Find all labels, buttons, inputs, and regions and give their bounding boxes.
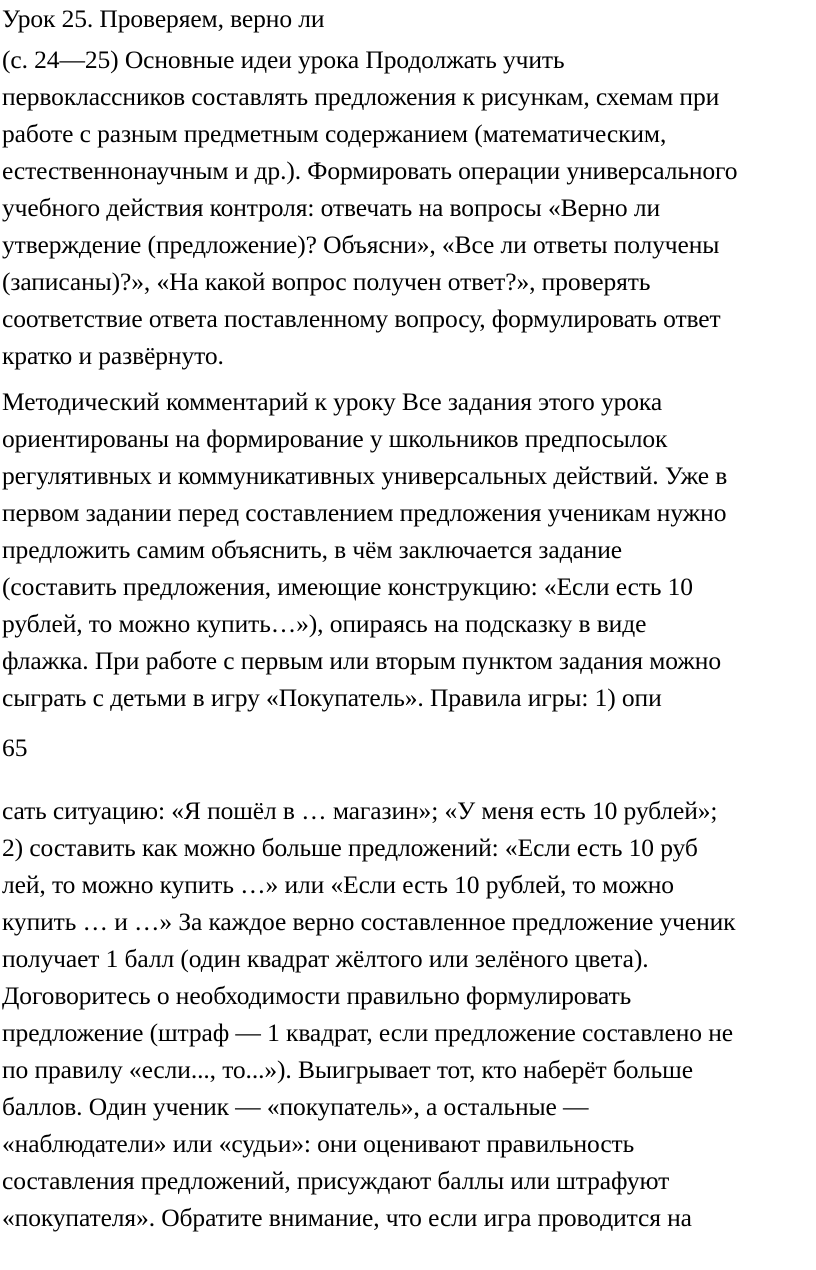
text-line: рублей, то можно купить…»), опираясь на подсказку в виде xyxy=(2,609,647,638)
page-number: 65 xyxy=(2,733,28,762)
text-line: ориентированы на формирование у школьников предпосылок xyxy=(2,424,668,453)
text-line: (составить предложения, имеющие конструкцию: «Если есть 10 xyxy=(2,572,693,601)
text-line: предложить самим объяснить, в чём заключается задание xyxy=(2,535,622,564)
text-line: естественнонаучным и др.). Формировать операции универсального xyxy=(2,156,738,185)
text-line: первоклассников составлять предложения к рисункам, схемам при xyxy=(2,82,720,111)
text-line: баллов. Один ученик — «покупатель», а остальные — xyxy=(2,1092,589,1121)
text-line: лей, то можно купить …» или «Если есть 10 рублей, то можно xyxy=(2,870,674,899)
text-line: получает 1 балл (один квадрат жёлтого или зелёного цвета). xyxy=(2,944,649,973)
text-line: по правилу «если..., то...»). Выигрывает тот, кто наберёт больше xyxy=(2,1055,693,1084)
page-title: Урок 25. Проверяем, верно ли xyxy=(2,4,325,33)
text-line: составления предложений, присуждают баллы или штрафуют xyxy=(2,1166,670,1195)
text-line: «наблюдатели» или «судьи»: они оценивают правильность xyxy=(2,1129,635,1158)
text-line: соответствие ответа поставленному вопросу, формулировать ответ xyxy=(2,304,721,333)
text-line: регулятивных и коммуникативных универсальных действий. Уже в xyxy=(2,461,728,490)
text-line: сыграть с детьми в игру «Покупатель». Правила игры: 1) опи xyxy=(2,683,662,712)
text-line: (с. 24—25) Основные идеи урока Продолжать учить xyxy=(2,45,565,74)
text-line: Методический комментарий к уроку Все задания этого урока xyxy=(2,387,663,416)
paragraph-game-rules xyxy=(2,792,808,1236)
text-line: Договоритесь о необходимости правильно формулировать xyxy=(2,981,632,1010)
text-line: флажка. При работе с первым или вторым пунктом задания можно xyxy=(2,646,721,675)
text-line: предложение (штраф — 1 квадрат, если предложение составлено не xyxy=(2,1018,733,1047)
text-line: учебного действия контроля: отвечать на вопросы «Верно ли xyxy=(2,193,661,222)
paragraph-lesson-ideas xyxy=(2,41,808,374)
text-line: работе с разным предметным содержанием (математическим, xyxy=(2,119,667,148)
text-line: «покупателя». Обратите внимание, что если игра проводится на xyxy=(2,1203,692,1232)
text-line: купить … и …» За каждое верно составленное предложение ученик xyxy=(2,907,736,936)
text-line: сать ситуацию: «Я пошёл в … магазин»; «У меня есть 10 рублей»; xyxy=(2,796,718,825)
text-line: утверждение (предложение)? Объясни», «Все ли ответы получены xyxy=(2,230,720,259)
text-line: 2) составить как можно больше предложений: «Если есть 10 руб xyxy=(2,833,698,862)
text-line: кратко и развёрнуто. xyxy=(2,341,224,370)
text-line: (записаны)?», «На какой вопрос получен ответ?», проверять xyxy=(2,267,651,296)
paragraph-methodical-comment xyxy=(2,383,808,716)
text-line: первом задании перед составлением предложения ученикам нужно xyxy=(2,498,727,527)
